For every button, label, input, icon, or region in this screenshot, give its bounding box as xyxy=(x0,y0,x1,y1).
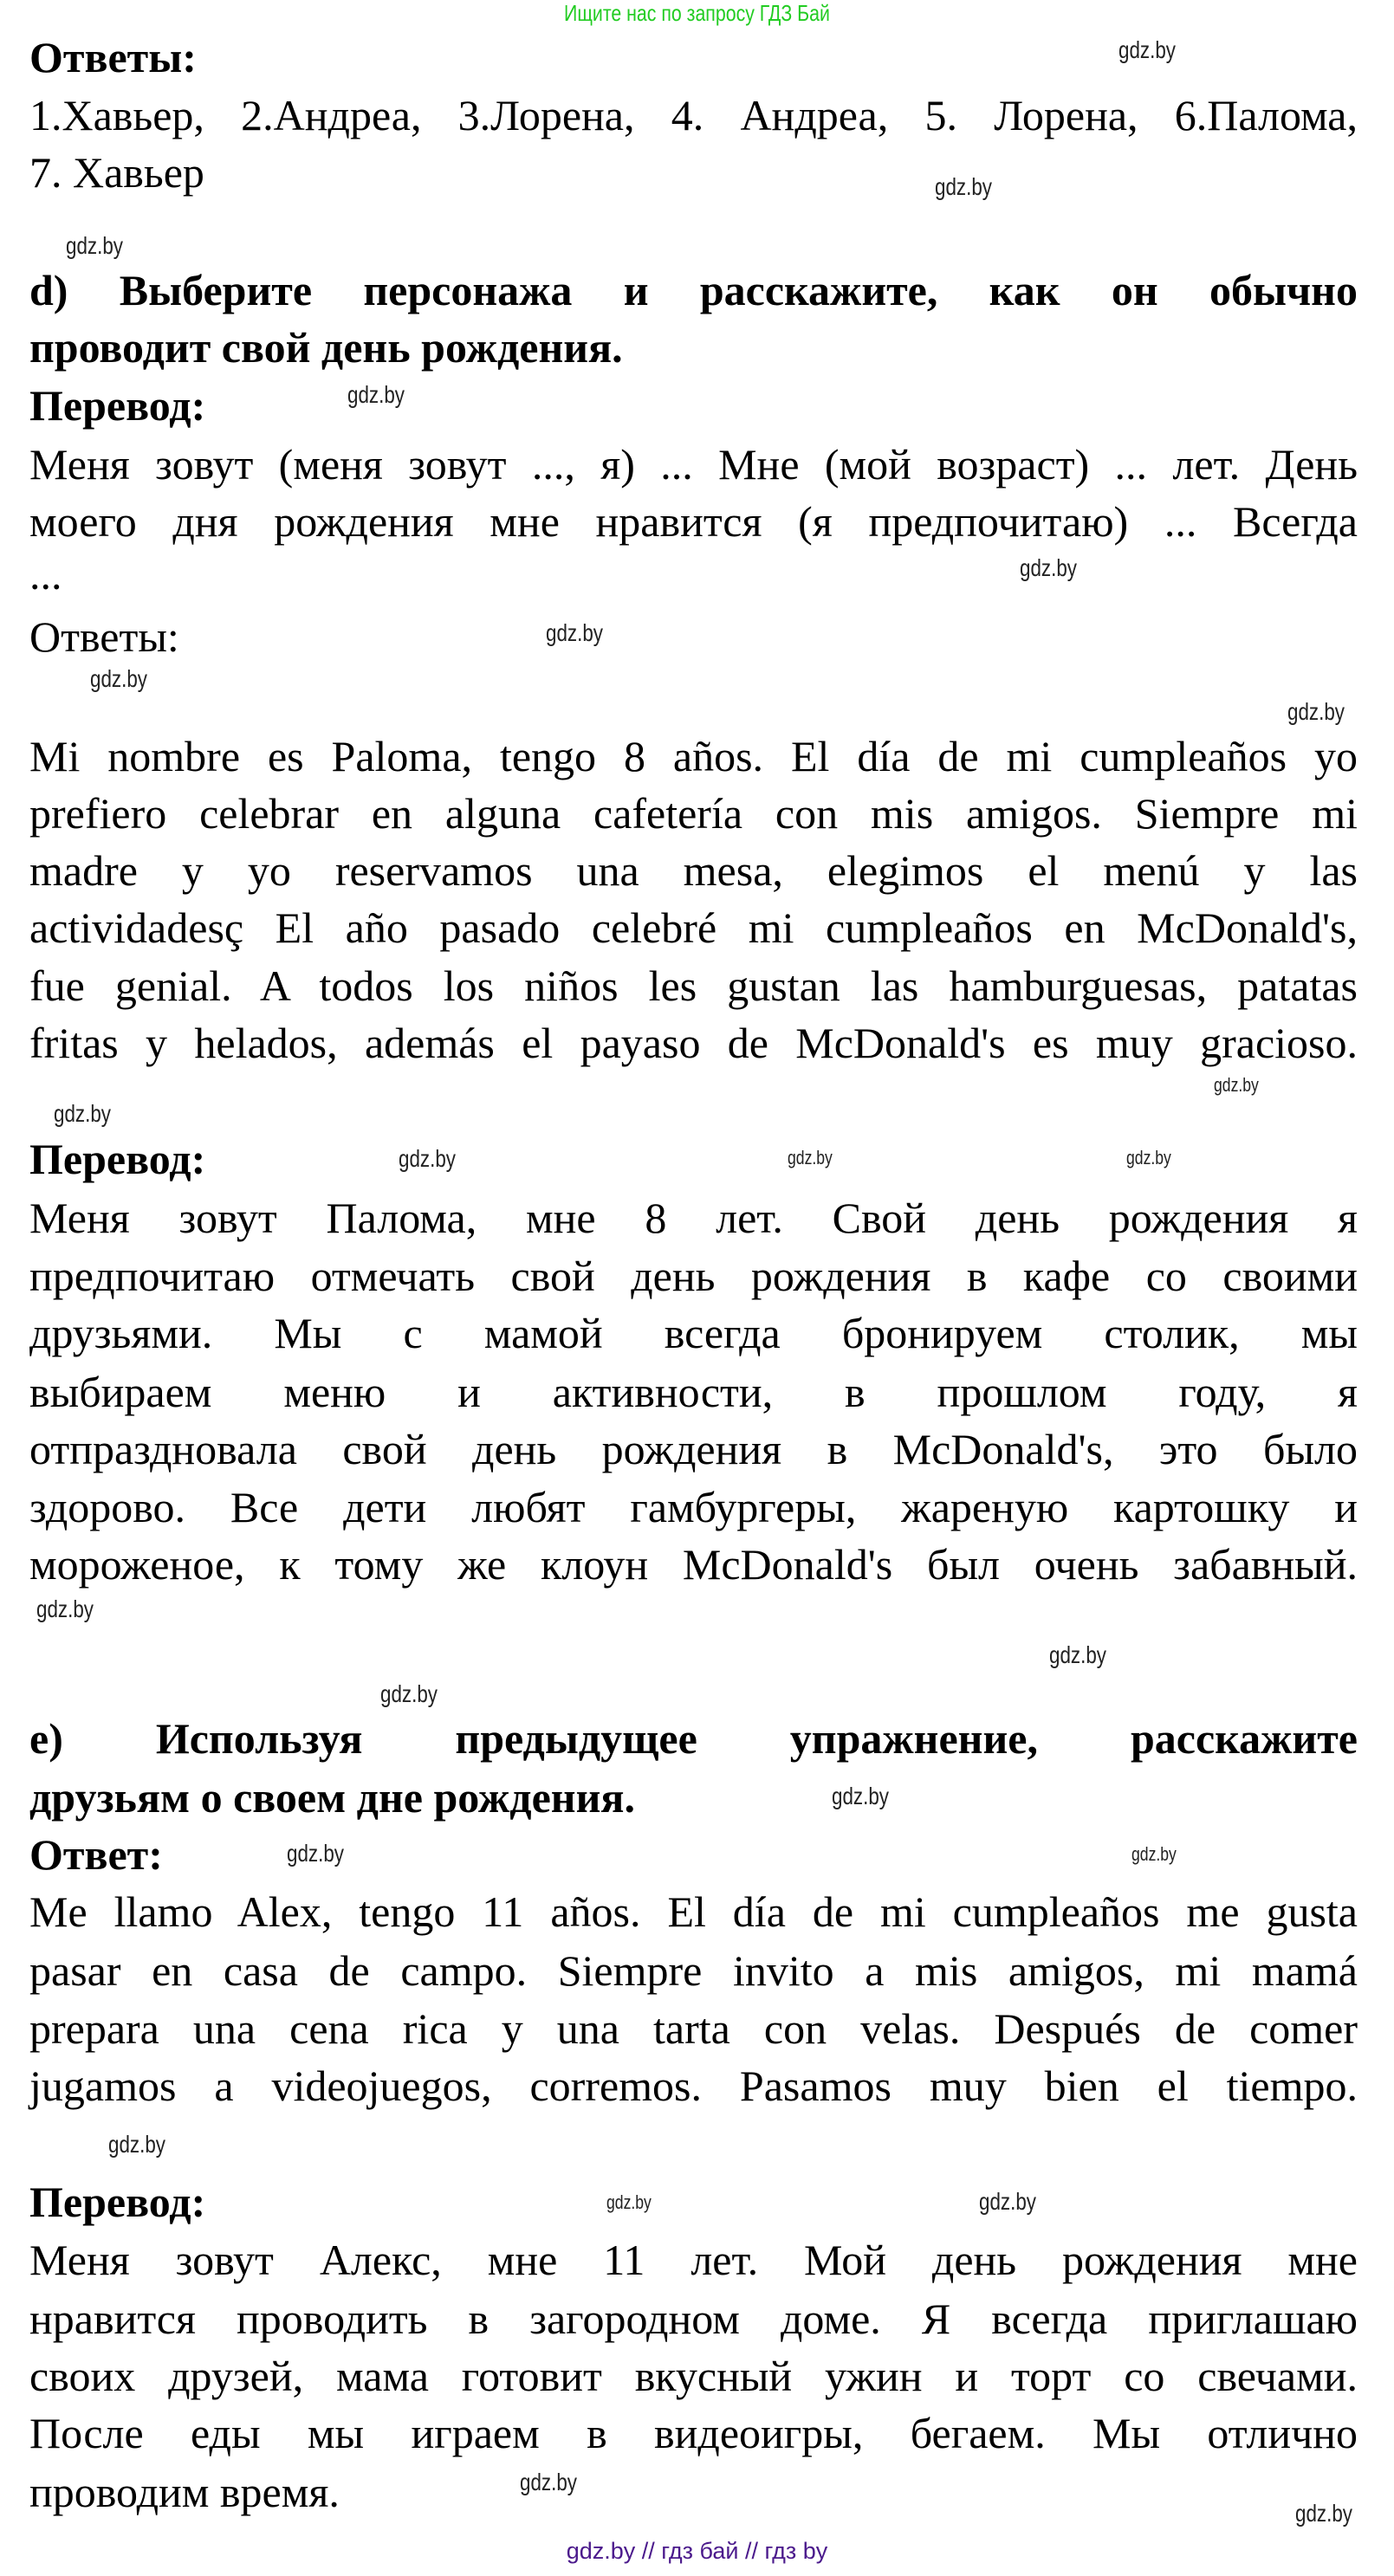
watermark: gdz.by xyxy=(287,1840,344,1867)
paragraph-line xyxy=(29,1194,1358,1242)
text: выбираем меню и активности, в прошлом году, я xyxy=(29,1368,1358,1416)
text: jugamos a videojuegos, corremos. Pasamos muy bien el tiempo. xyxy=(29,2061,1358,2110)
text: 1.Хавьер, 2.Андреа, 3.Лорена, 4. Андреа, 5. Лорена, 6.Палома, xyxy=(29,91,1358,139)
task-e-heading xyxy=(29,1773,635,1822)
text: друзьям о своем дне рождения. xyxy=(29,1773,635,1822)
text: предпочитаю отмечать свой день рождения в кафе со своими xyxy=(29,1252,1358,1300)
watermark: gdz.by xyxy=(1126,1147,1171,1168)
text: друзьями. Мы с мамой всегда бронируем столик, мы xyxy=(29,1309,1358,1357)
text: madre y yo reservamos una mesa, elegimos el menú y las xyxy=(29,846,1358,895)
text: Меня зовут (меня зовут ..., я) ... Мне (мой возраст) ... лет. День xyxy=(29,440,1358,489)
text: Mi nombre es Paloma, tengo 8 años. El día de mi cumpleaños yo xyxy=(29,732,1358,780)
text: actividadesç El año pasado celebré mi cumpleaños en McDonald's, xyxy=(29,903,1358,952)
text: Ответы: xyxy=(29,33,197,81)
paragraph-line xyxy=(29,2352,1358,2400)
paragraph-line xyxy=(29,961,1358,1010)
paragraph-line xyxy=(29,903,1358,952)
paragraph-line xyxy=(29,2294,1358,2343)
watermark: gdz.by xyxy=(380,1680,438,1707)
text: моего дня рождения мне нравится (я предпочитаю) ... Всегда xyxy=(29,497,1358,546)
text: ... xyxy=(29,550,62,599)
watermark: gdz.by xyxy=(90,665,147,692)
paragraph-line xyxy=(29,1019,1358,1067)
paragraph-line xyxy=(29,789,1358,838)
paragraph-line xyxy=(29,1309,1358,1357)
text: fritas y helados, además el payaso de McDonald's es muy gracioso. xyxy=(29,1019,1358,1067)
watermark: gdz.by xyxy=(832,1783,889,1809)
task-d-heading xyxy=(29,323,623,372)
site-header-banner[interactable]: Ищите нас по запросу ГДЗ Бай xyxy=(564,0,830,26)
paragraph-line xyxy=(29,2236,1358,2284)
text: Перевод: xyxy=(29,1135,206,1183)
watermark: gdz.by xyxy=(606,2191,652,2213)
watermark: gdz.by xyxy=(54,1100,111,1127)
text: Меня зовут Палома, мне 8 лет. Свой день рождения я xyxy=(29,1194,1358,1242)
watermark: gdz.by xyxy=(108,2131,165,2158)
paragraph-line xyxy=(29,1483,1358,1531)
answer-line xyxy=(29,91,1358,139)
watermark: gdz.by xyxy=(1020,554,1077,581)
watermark: gdz.by xyxy=(979,2188,1036,2215)
watermark: gdz.by xyxy=(1214,1074,1259,1096)
text: Ответы: xyxy=(29,612,179,661)
text: После еды мы играем в видеоигры, бегаем. Мы отлично xyxy=(29,2409,1358,2457)
text: Ответ: xyxy=(29,1830,163,1879)
paragraph-line xyxy=(29,2004,1358,2053)
task-d-heading xyxy=(29,266,1358,314)
paragraph-line xyxy=(29,1252,1358,1300)
paragraph-line xyxy=(29,1425,1358,1473)
text: prepara una cena rica y una tarta con velas. Después de comer xyxy=(29,2004,1358,2053)
watermark: gdz.by xyxy=(1049,1641,1106,1668)
answers-heading xyxy=(29,33,197,81)
watermark: gdz.by xyxy=(520,2469,577,2495)
watermark: gdz.by xyxy=(1295,2500,1352,2527)
text: проводит свой день рождения. xyxy=(29,323,623,372)
watermark: gdz.by xyxy=(66,232,123,259)
paragraph-line xyxy=(29,732,1358,780)
paragraph-line xyxy=(29,550,62,599)
paragraph-line xyxy=(29,2409,1358,2457)
answers-label xyxy=(29,612,179,661)
watermark: gdz.by xyxy=(1287,698,1345,725)
translation-heading xyxy=(29,1135,205,1183)
watermark: gdz.by xyxy=(36,1595,94,1622)
site-footer-links[interactable]: gdz.by // гдз бай // гдз by xyxy=(566,2538,828,2564)
text: d) Выберите персонажа и расскажите, как он обычно xyxy=(29,266,1358,314)
watermark: gdz.by xyxy=(399,1145,456,1172)
text: 7. Хавьер xyxy=(29,148,204,197)
text: Меня зовут Алекс, мне 11 лет. Мой день рождения мне xyxy=(29,2236,1358,2284)
watermark: gdz.by xyxy=(347,381,405,408)
watermark: gdz.by xyxy=(546,619,603,646)
paragraph-line xyxy=(29,1887,1358,1936)
text: нравится проводить в загородном доме. Я всегда приглашаю xyxy=(29,2294,1358,2343)
text: pasar en casa de campo. Siempre invito a mis amigos, mi mamá xyxy=(29,1946,1358,1995)
paragraph-line xyxy=(29,1946,1358,1995)
text: проводим время. xyxy=(29,2468,340,2516)
paragraph-line xyxy=(29,497,1358,546)
text: Перевод: xyxy=(29,381,206,430)
task-e-heading xyxy=(29,1714,1358,1763)
text: fue genial. A todos los niños les gustan las hamburguesas, patatas xyxy=(29,961,1358,1010)
paragraph-line xyxy=(29,1368,1358,1416)
text: Me llamo Alex, tengo 11 años. El día de mi cumpleaños me gusta xyxy=(29,1887,1358,1936)
text: здорово. Все дети любят гамбургеры, жареную картошку и xyxy=(29,1483,1358,1531)
translation-heading xyxy=(29,2178,205,2226)
text: Перевод: xyxy=(29,2178,206,2226)
paragraph-line xyxy=(29,2468,340,2516)
paragraph-line xyxy=(29,846,1358,895)
watermark: gdz.by xyxy=(1131,1843,1177,1865)
watermark: gdz.by xyxy=(788,1147,833,1168)
text: своих друзей, мама готовит вкусный ужин и торт со свечами. xyxy=(29,2352,1358,2400)
paragraph-line xyxy=(29,2061,1358,2110)
paragraph-line xyxy=(29,440,1358,489)
text: prefiero celebrar en alguna cafetería con mis amigos. Siempre mi xyxy=(29,789,1358,838)
paragraph-line xyxy=(29,1540,1358,1589)
text: отпраздновала свой день рождения в McDonald's, это было xyxy=(29,1425,1358,1473)
text: мороженое, к тому же клоун McDonald's был очень забавный. xyxy=(29,1540,1358,1589)
answer-heading xyxy=(29,1830,163,1879)
answer-line xyxy=(29,148,204,197)
watermark: gdz.by xyxy=(1118,36,1176,63)
watermark: gdz.by xyxy=(935,173,992,200)
text: e) Используя предыдущее упражнение, расскажите xyxy=(29,1714,1358,1763)
translation-heading xyxy=(29,381,205,430)
